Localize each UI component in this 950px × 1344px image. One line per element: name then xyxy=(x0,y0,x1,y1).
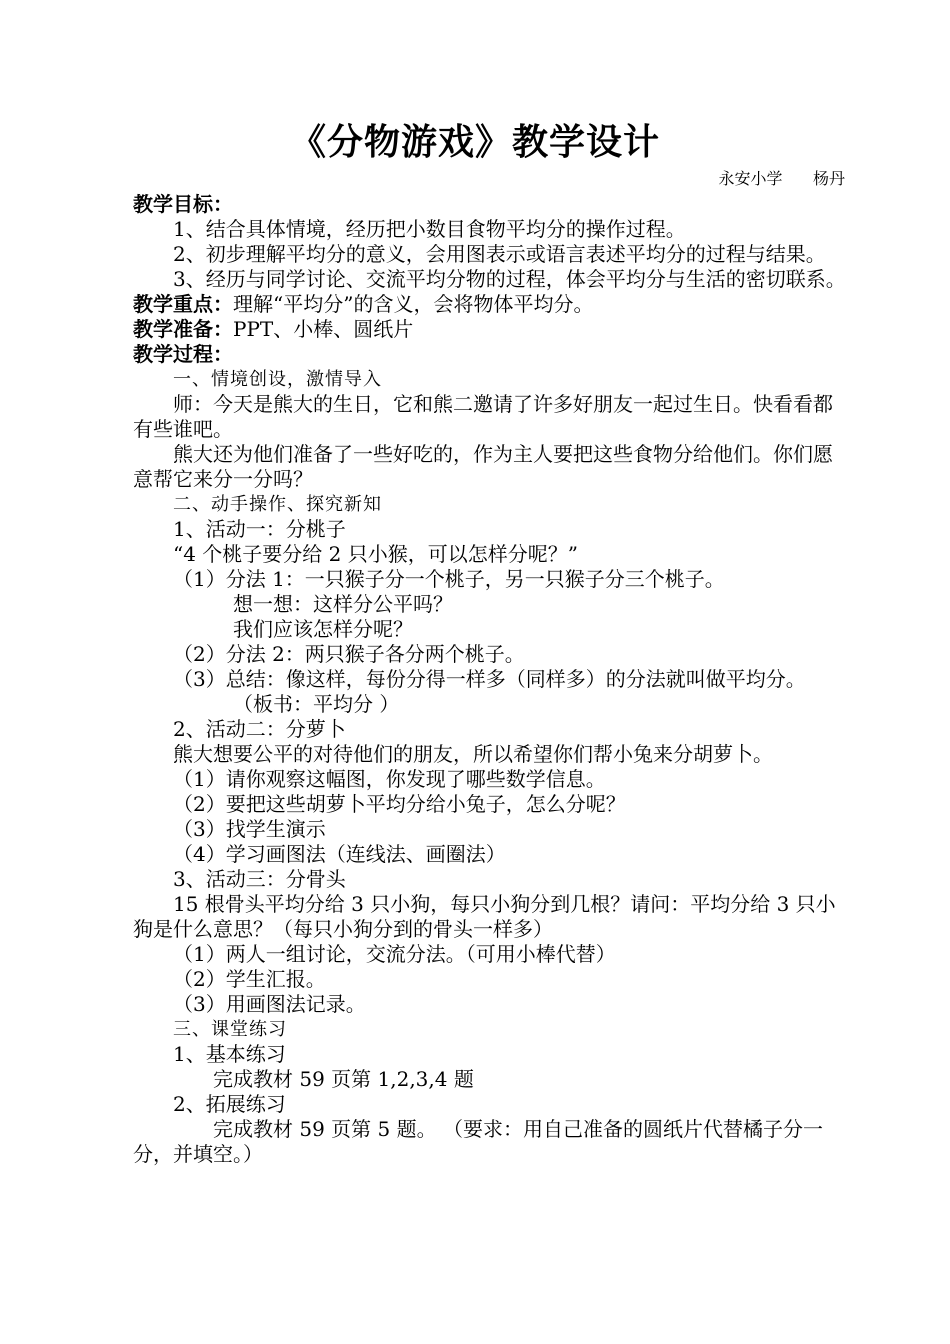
key-point-text: 理解“平均分”的含义，会将物体平均分。 xyxy=(233,292,594,316)
section-3-heading: 三、课堂练习 xyxy=(173,1019,287,1040)
preparation-text: PPT、小棒、圆纸片 xyxy=(233,317,414,341)
activity-1-board-note: （板书：平均分 ） xyxy=(233,692,400,716)
objective-1: 1、结合具体情境，经历把小数目食物平均分的操作过程。 xyxy=(173,217,686,241)
section-1-paragraph-1: 师：今天是熊大的生日，它和熊二邀请了许多好朋友一起过生日。快看看都有些谁吧。 xyxy=(133,392,833,441)
objective-3: 3、经历与同学讨论、交流平均分物的过程，体会平均分与生活的密切联系。 xyxy=(173,267,846,291)
objective-2: 2、初步理解平均分的意义，会用图表示或语言表述平均分的过程与结果。 xyxy=(173,242,826,266)
exercise-1-text: 完成教材 59 页第 1,2,3,4 题 xyxy=(213,1067,474,1091)
activity-3-step-1: （1）两人一组讨论，交流分法。（可用小棒代替） xyxy=(173,942,616,966)
process-heading: 教学过程： xyxy=(133,342,233,366)
document-title: 《分物游戏》教学设计 xyxy=(289,121,660,163)
activity-2-step-4: （4）学习画图法（连线法、画圈法） xyxy=(173,842,506,866)
activity-2-step-2: （2）要把这些胡萝卜平均分给小兔子，怎么分呢？ xyxy=(173,792,626,816)
section-1-heading: 一、情境创设，激情导入 xyxy=(173,369,382,390)
activity-2-paragraph: 熊大想要公平的对待他们的朋友，所以希望你们帮小兔来分胡萝卜。 xyxy=(173,742,773,766)
exercise-2-text: 完成教材 59 页第 5 题。 （要求：用自己准备的圆纸片代替橘子分一分，并填空。） xyxy=(133,1117,823,1166)
exercise-2-heading: 2、拓展练习 xyxy=(173,1092,286,1116)
activity-3-heading: 3、活动三：分骨头 xyxy=(173,867,346,891)
activity-1-step-1a: 想一想：这样分公平吗？ xyxy=(233,592,453,616)
activity-2-step-3: （3）找学生演示 xyxy=(173,817,326,841)
document-body xyxy=(133,192,848,1167)
author-line: 永安小学 杨丹 xyxy=(718,169,845,188)
activity-2-step-1: （1）请你观察这幅图，你发现了哪些数学信息。 xyxy=(173,767,606,791)
key-point-line xyxy=(133,292,848,317)
activity-3-step-2: （2）学生汇报。 xyxy=(173,967,326,991)
activity-1-step-2: （2）分法 2：两只猴子各分两个桃子。 xyxy=(173,642,525,666)
activity-2-heading: 2、活动二：分萝卜 xyxy=(173,717,346,741)
exercise-1-heading: 1、基本练习 xyxy=(173,1042,286,1066)
activity-1-question: “4 个桃子要分给 2 只小猴，可以怎样分呢？” xyxy=(173,542,578,566)
activity-3-paragraph: 15 根骨头平均分给 3 只小狗，每只小狗分到几根？请问：平均分给 3 只小狗是什么意思？（每只小狗分到的骨头一样多） xyxy=(133,892,836,941)
section-1-paragraph-2: 熊大还为他们准备了一些好吃的，作为主人要把这些食物分给他们。你们愿意帮它来分一分吗？ xyxy=(133,442,833,491)
section-2-heading: 二、动手操作、探究新知 xyxy=(173,494,382,515)
activity-1-step-3: （3）总结：像这样，每份分得一样多（同样多）的分法就叫做平均分。 xyxy=(173,667,806,691)
activity-3-step-3: （3）用画图法记录。 xyxy=(173,992,366,1016)
preparation-label: 教学准备： xyxy=(133,317,233,341)
activity-1-step-1b: 我们应该怎样分呢？ xyxy=(233,617,413,641)
activity-1-heading: 1、活动一：分桃子 xyxy=(173,517,346,541)
preparation-line xyxy=(133,317,848,342)
activity-1-step-1: （1）分法 1：一只猴子分一个桃子，另一只猴子分三个桃子。 xyxy=(173,567,725,591)
objectives-heading: 教学目标： xyxy=(133,192,233,216)
key-point-label: 教学重点： xyxy=(133,292,233,316)
